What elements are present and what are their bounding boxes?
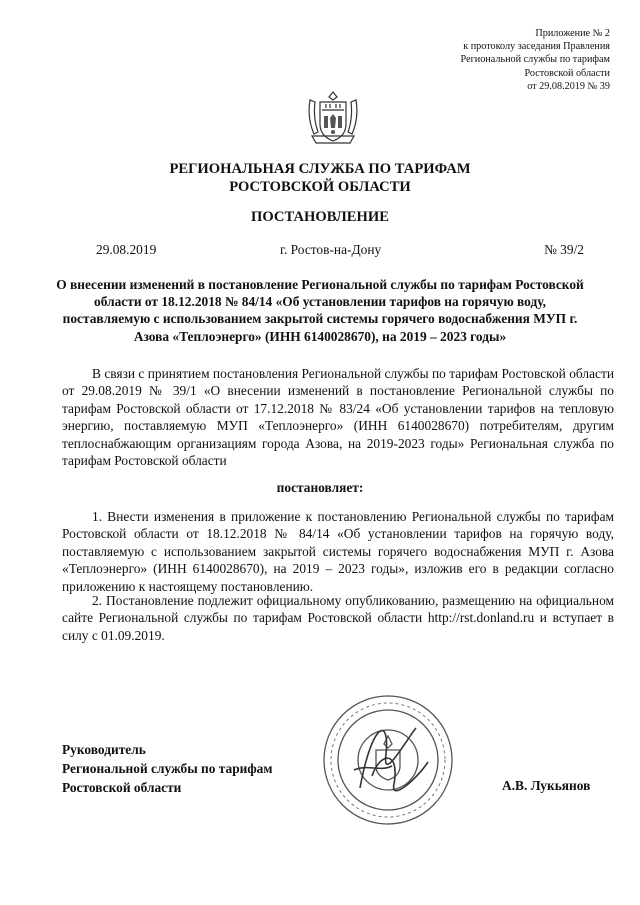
document-date: 29.08.2019	[96, 242, 157, 257]
signer-position	[62, 740, 272, 797]
appendix-note	[461, 27, 610, 93]
appendix-line-5: от 29.08.2019 № 39	[527, 80, 610, 92]
organization-line-2: РОСТОВСКОЙ ОБЛАСТИ	[229, 179, 411, 195]
signer-position-line-2: Региональной службы по тарифам	[62, 761, 273, 776]
document-type: ПОСТАНОВЛЕНИЕ	[251, 209, 389, 225]
signer-position-line-1: Руководитель	[62, 742, 146, 757]
appendix-line-2: к протоколу заседания Правления	[463, 41, 610, 53]
appendix-line-4: Ростовской области	[524, 67, 610, 79]
signer-position-line-3: Ростовской области	[62, 780, 182, 795]
coat-of-arms-icon	[302, 88, 364, 146]
item-1-paragraph: 1. Внести изменения в приложение к постановлению Региональной службы по тарифам Ростовской области от 18.12.2018 № 84/14 «Об установлении тарифов на горячую воду, поставляемую с использованием закрытой системы горячего водоснабжения МУП г. Азова «Теплоэнерго» (ИНН 6140028670), на 2019 – 2023 годы», изложив его в редакции согласно приложению к настоящему постановлению.	[62, 509, 614, 594]
document-subject: О внесении изменений в постановление Региональной службы по тарифам Ростовской области от 18.12.2018 № 84/14 «Об установлении тарифов на горячую воду, поставляемую с использованием закрытой системы горячего водоснабжения МУП г. Азова «Теплоэнерго» (ИНН 6140028670), на 2019 – 2023 годы»	[56, 277, 584, 344]
signer-name: А.В. Лукьянов	[502, 778, 591, 793]
item-2-paragraph: 2. Постановление подлежит официальному опубликованию, размещению на официальном сайте Региональной службы по тарифам Ростовской области http://rst.donland.ru и вступает в силу с 01.09.2019.	[62, 593, 614, 643]
intro-paragraph: В связи с принятием постановления Региональной службы по тарифам Ростовской области от 29.08.2019 № 39/1 «О внесении изменений в постановление Региональной службы по тарифам Ростовской области от 17.12.2018 № 83/24 «Об установлении тарифов на тепловую энергию, поставляемую МУП «Теплоэнерго» (ИНН 6140028670) потребителям, другим теплоснабжающим организациям города Азова, на 2019-2023 годы» Региональная служба по тарифам Ростовской области	[62, 366, 614, 469]
organization-name	[0, 160, 640, 196]
document-city: г. Ростов-на-Дону	[280, 242, 382, 257]
appendix-line-3: Региональной службы по тарифам	[460, 54, 610, 66]
decree-word: постановляет:	[276, 480, 364, 495]
official-stamp-icon	[320, 692, 456, 828]
document-number: № 39/2	[544, 242, 584, 257]
appendix-line-1: Приложение № 2	[535, 28, 610, 39]
organization-line-1: РЕГИОНАЛЬНАЯ СЛУЖБА ПО ТАРИФАМ	[169, 161, 471, 177]
